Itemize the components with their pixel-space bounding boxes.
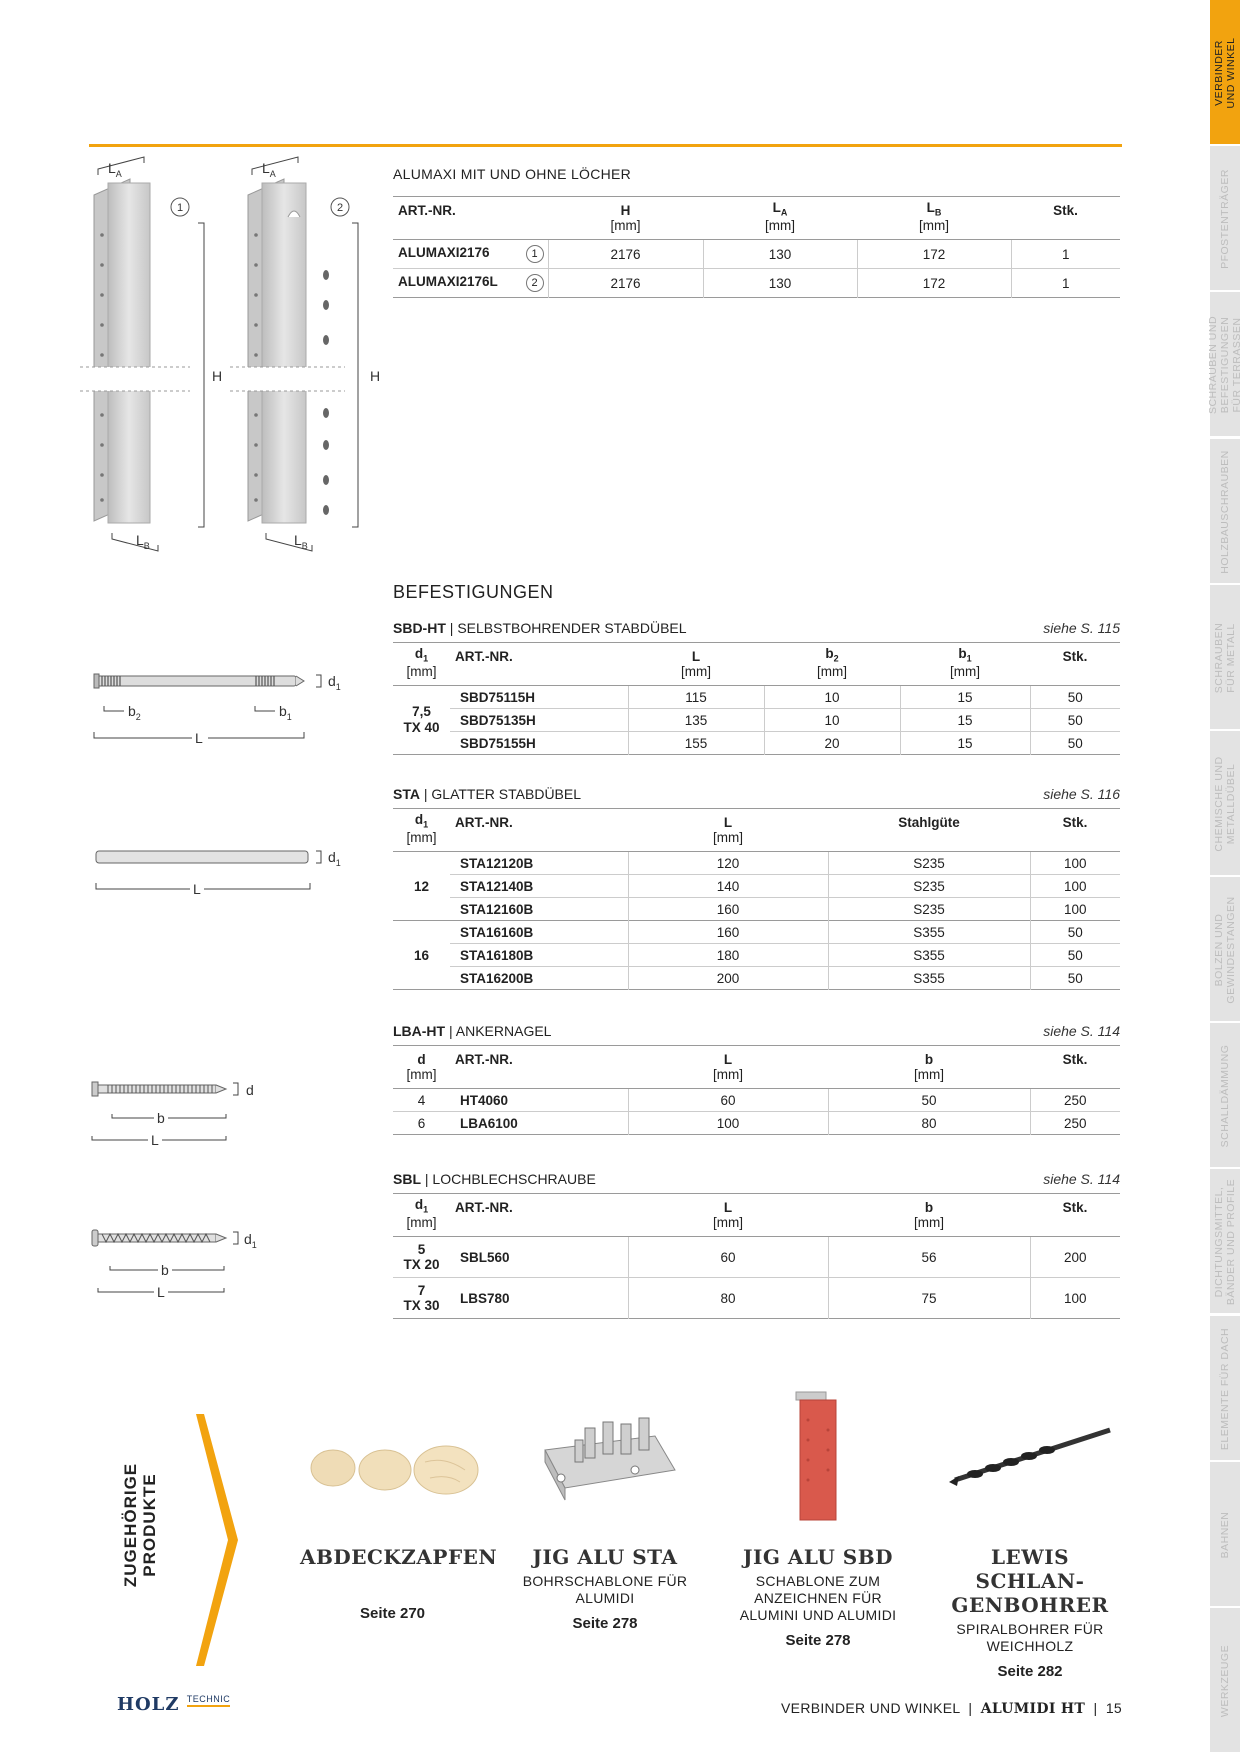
svg-text:b2: $b_2$ [128, 703, 141, 722]
table-row: STA16180B 180 S355 50 [393, 944, 1120, 967]
product-name: LEWIS SCHLAN- GENBOHRER [951, 1545, 1109, 1617]
table-row: 7,5 TX 40 SBD75115H 115 10 15 50 [393, 686, 1120, 709]
product-description: SCHABLONE ZUM ANZEICHNEN FÜR ALUMINI UND ALUMIDI [739, 1573, 897, 1623]
chapter-tab-label: HOLZBAUSCHRAUBEN [1219, 449, 1231, 574]
table-row: 4 HT4060 60 50 250 [393, 1089, 1120, 1112]
lba-drawing [88, 1078, 288, 1148]
chapter-tab-label: CHEMISCHE UND METALLDÜBEL [1213, 756, 1237, 852]
product-description: BOHRSCHABLONE FÜR ALUMIDI [522, 1573, 688, 1606]
top-accent-rule [89, 144, 1122, 147]
table-row: SBD75135H 135 10 15 50 [393, 709, 1120, 732]
sbd-table: $d_1$ ART.-NR. L $b_2$ $b_1$ Stk. [mm] [mm] [mm] [mm] 7,5 TX 40 SBD75115H 115 10 15 50 SBD75135H 135 10 15 50 SBD75155H 155 20 15 50 [393, 642, 1120, 755]
svg-text:H: H [212, 368, 223, 384]
befestigungen-heading: BEFESTIGUNGEN [393, 582, 554, 602]
svg-text:d1: $d_1$ [328, 673, 341, 692]
sbl-section [393, 1171, 1120, 1319]
chapter-tab-label: WERKZEUGE [1219, 1644, 1231, 1717]
svg-text:L: L [151, 1132, 159, 1148]
svg-text:L: L [157, 1284, 165, 1300]
chapter-tab-label: VERBINDER UND WINKEL [1213, 37, 1237, 109]
svg-text:H: H [370, 368, 381, 384]
svg-text:d: d [246, 1082, 254, 1098]
sbd-section [393, 620, 1120, 755]
alumaxi-title: ALUMAXI MIT UND OHNE LÖCHER [393, 166, 632, 182]
svg-text:b: b [157, 1110, 165, 1126]
alumaxi-profile-1 [80, 157, 204, 551]
alumaxi-section [393, 196, 1120, 298]
svg-text:L: L [193, 881, 201, 897]
related-products-label: ZUGEHÖRIGE PRODUKTE [121, 1462, 159, 1588]
marking-template-image [728, 1390, 908, 1520]
table-row: ALUMAXI2176L 2 2176 130 172 1 [393, 269, 1120, 298]
table-row: STA12160B 160 S235 100 [393, 898, 1120, 921]
sbl-title: SBL | LOCHBLECHSCHRAUBE [393, 1171, 596, 1187]
chapter-tabs [1207, 0, 1243, 1754]
chapter-tab-label: ELEMENTE FÜR DACH [1219, 1327, 1231, 1450]
table-row: 7 TX 30 LBS780 80 75 100 [393, 1278, 1120, 1319]
lba-title: LBA-HT | ANKERNAGEL [393, 1023, 552, 1039]
holz-technic-logo: HOLZ $^{TECHNIC}$ [117, 1694, 231, 1715]
product-abdeckzapfen[interactable] [300, 1400, 498, 1622]
table-row: 6 LBA6100 100 80 250 [393, 1112, 1120, 1135]
chapter-tab-label: PFOSTENTRÄGER [1219, 169, 1231, 270]
chapter-tab-label: SCHRAUBEN FÜR METALL [1213, 622, 1237, 693]
page-number: 15 [1105, 1700, 1122, 1716]
chapter-tab-label: DICHTUNGSMITTEL, BÄNDER UND PROFILE [1213, 1179, 1237, 1306]
sbd-title: SBD-HT | SELBSTBOHRENDER STABDÜBEL [393, 620, 687, 636]
wood-plugs-image [300, 1400, 485, 1510]
product-page: Seite 270 [359, 1605, 426, 1622]
table-row: STA16200B 200 S355 50 [393, 967, 1120, 990]
svg-text:1: 1 [176, 202, 184, 214]
table-row: 12 STA12120B 120 S235 100 [393, 852, 1120, 875]
auger-bit-image [935, 1400, 1125, 1510]
product-name: JIG ALU STA [532, 1545, 678, 1569]
svg-text:LB: $L_B$ [294, 532, 308, 551]
svg-text:LA: $L_A$ [108, 160, 122, 179]
sbl-page-ref: siehe S. 114 [1043, 1171, 1120, 1187]
product-jig-alu-sbd[interactable] [728, 1390, 908, 1649]
lba-table: d ART.-NR. L b Stk. [mm] [mm] [mm] 4 HT4060 60 50 250 6 LBA6100 100 80 250 [393, 1045, 1120, 1135]
svg-text:L: L [195, 730, 203, 746]
svg-text:d1: $d_1$ [244, 1231, 257, 1250]
product-name: ABDECKZAPFEN [300, 1545, 498, 1569]
sbd-page-ref: siehe S. 115 [1043, 620, 1120, 636]
alumaxi-drawing [80, 155, 400, 565]
sta-title: STA | GLATTER STABDÜBEL [393, 786, 582, 802]
chapter-tab-label: SCHALLDÄMMUNG [1219, 1044, 1231, 1148]
svg-text:d1: $d_1$ [328, 849, 341, 868]
product-page: Seite 282 [997, 1663, 1063, 1680]
table-row: 16 STA16160B 160 S355 50 [393, 921, 1120, 944]
svg-text:LB: $L_B$ [136, 532, 150, 551]
footer-breadcrumb: VERBINDER UND WINKEL | ALUMIDI HT | 15 [781, 1700, 1122, 1717]
drill-jig-image [515, 1400, 695, 1510]
table-row: 5 TX 20 SBL560 60 56 200 [393, 1237, 1120, 1278]
product-jig-alu-sta[interactable] [515, 1400, 695, 1632]
product-description: SPIRALBOHRER FÜR WEICHHOLZ [956, 1621, 1104, 1654]
sta-table: $d_1$ ART.-NR. L Stahlgüte Stk. [mm] [mm] 12 STA12120B 120 S235 100 STA12140B 140 S235 100 STA12160B 160 S235 100 16 STA16160B 160 S355 50 STA16180B 180 S355 50 STA16200B 200 S355 50 [393, 808, 1120, 990]
sta-drawing [92, 845, 362, 895]
chapter-tab-label: SCHRAUBEN UND BEFESTIGUNGEN FÜR TERRASSEN [1207, 316, 1243, 415]
sta-section [393, 786, 1120, 990]
product-name: JIG ALU SBD [743, 1545, 893, 1569]
svg-text:2: 2 [336, 202, 344, 214]
product-lewis-schlangenbohrer[interactable] [935, 1400, 1125, 1680]
sbd-drawing [88, 668, 358, 748]
chapter-tab-label: BOLZEN UND GEWINDESTANGEN [1213, 896, 1237, 1004]
lba-page-ref: siehe S. 114 [1043, 1023, 1120, 1039]
table-row: STA12140B 140 S235 100 [393, 875, 1120, 898]
product-page: Seite 278 [785, 1632, 851, 1649]
table-row: ALUMAXI2176 1 2176 130 172 1 [393, 240, 1120, 269]
product-page: Seite 278 [572, 1615, 638, 1632]
sta-page-ref: siehe S. 116 [1043, 786, 1120, 802]
lba-section [393, 1023, 1120, 1135]
sbl-drawing [88, 1226, 288, 1306]
chapter-tab-label: BAHNEN [1219, 1511, 1231, 1559]
chevron-arrow-icon [190, 1410, 240, 1670]
sbl-table: $d_1$ ART.-NR. L b Stk. [mm] [mm] [mm] 5 TX 20 SBL560 60 56 200 7 TX 30 LBS780 80 75 100 [393, 1193, 1120, 1319]
svg-text:b: b [161, 1262, 169, 1278]
svg-text:b1: $b_1$ [279, 703, 292, 722]
table-row: SBD75155H 155 20 15 50 [393, 732, 1120, 755]
alumaxi-table: ART.-NR. H $L_A$ $L_B$ Stk. [mm] [mm] [mm] ALUMAXI2176 1 2176 130 172 1 ALUMAXI2176L 2 2176 130 172 1 [393, 196, 1120, 298]
svg-text:LA: $L_A$ [262, 160, 276, 179]
